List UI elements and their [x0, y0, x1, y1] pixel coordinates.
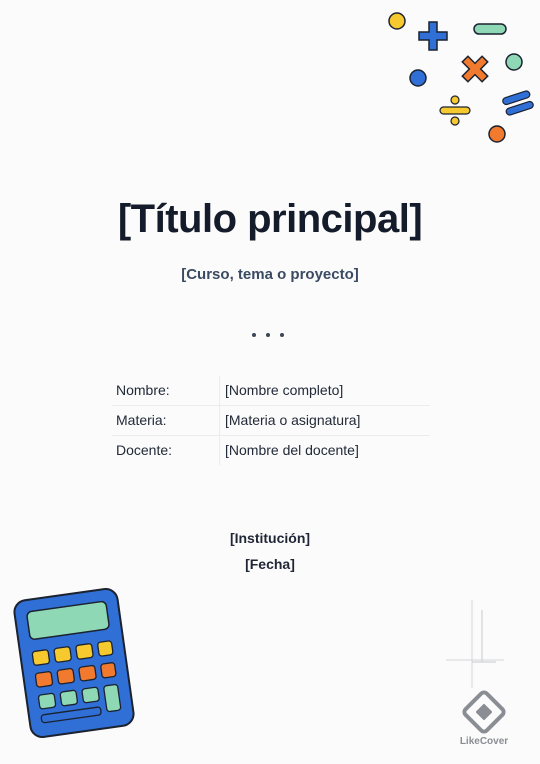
calculator-icon [12, 586, 136, 740]
date: [Fecha] [245, 556, 295, 572]
info-value: [Nombre completo] [225, 382, 344, 398]
minus-icon [474, 24, 506, 34]
info-label: Materia: [116, 412, 167, 428]
plus-icon [419, 22, 447, 50]
divider-dots [252, 333, 288, 339]
yellow-dot-icon [389, 13, 405, 29]
info-row-nombre [112, 376, 430, 406]
info-column-divider [219, 436, 220, 465]
multiply-icon [455, 49, 495, 89]
corner-lines-decoration [446, 600, 506, 690]
divider-dot [266, 333, 270, 337]
divider-dot [280, 333, 284, 337]
institution: [Institución] [229, 530, 311, 546]
brand-logo [456, 688, 526, 748]
main-title: [Título principal] [117, 197, 423, 241]
divide-icon [440, 96, 470, 125]
brand-name: LikeCover [459, 736, 509, 747]
math-symbols-decoration [380, 6, 540, 156]
subtitle: [Curso, tema o proyecto] [181, 266, 359, 283]
info-label: Docente: [116, 442, 173, 458]
equals-icon [502, 90, 534, 116]
info-row-materia [112, 406, 430, 436]
info-row-docente [112, 436, 430, 465]
info-value: [Nombre del docente] [225, 442, 359, 458]
divider-dot [252, 333, 256, 337]
student-info-table [112, 376, 430, 465]
info-value: [Materia o asignatura] [225, 412, 361, 428]
info-label: Nombre: [116, 382, 170, 398]
likecover-logo-icon [456, 688, 512, 734]
mint-dot-icon [506, 54, 522, 70]
info-column-divider [219, 376, 220, 405]
info-column-divider [219, 406, 220, 435]
blue-dot-icon [410, 70, 426, 86]
orange-dot-icon [489, 126, 505, 142]
